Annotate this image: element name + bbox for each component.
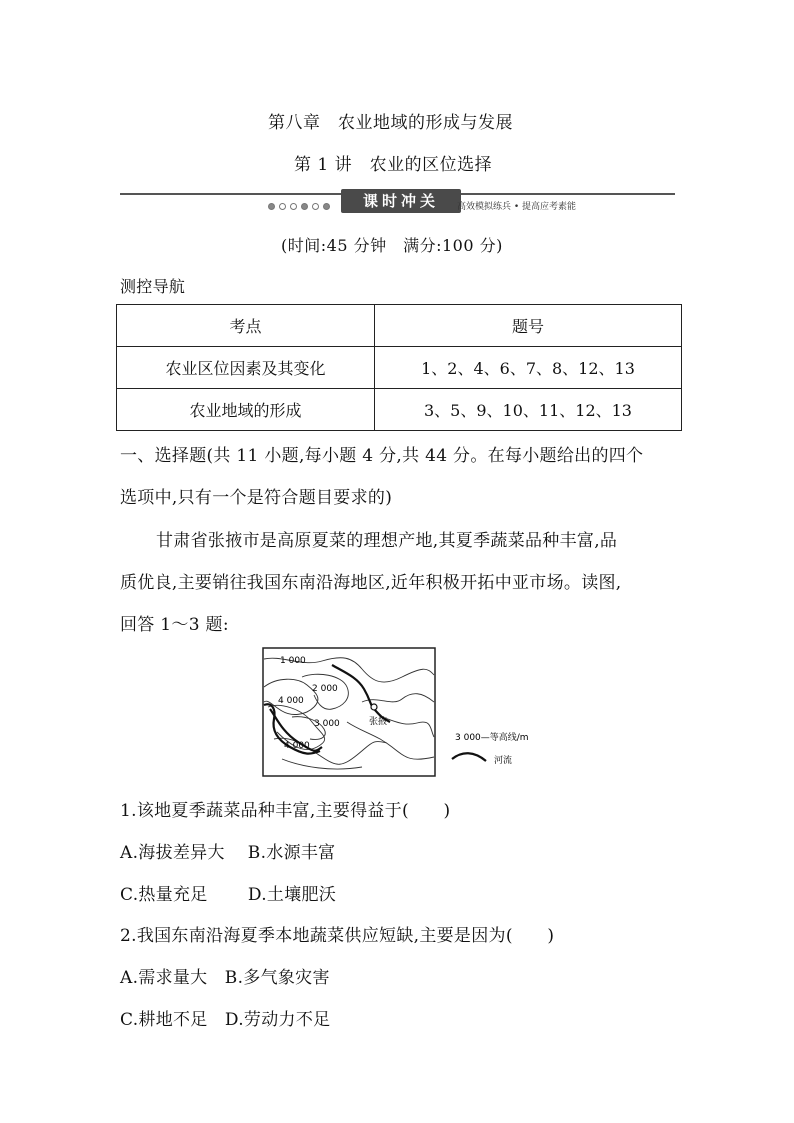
nav-heading: 测控导航 <box>120 277 186 296</box>
passage-line: 甘肃省张掖市是高原夏菜的理想产地,其夏季蔬菜品种丰富,品 <box>156 531 618 551</box>
lesson-title: 第 1 讲 农业的区位选择 <box>294 155 493 175</box>
question-options: A.海拔差异大 B.水源丰富 <box>120 843 336 863</box>
contour-label: 2 000 <box>312 684 338 694</box>
legend-river: 河流 <box>494 756 513 766</box>
contour-label: 4 000 <box>278 696 304 706</box>
table-cell: 3、5、9、10、11、12、13 <box>375 389 682 431</box>
city-marker <box>371 704 377 710</box>
chapter-title: 第八章 农业地域的形成与发展 <box>268 113 513 133</box>
legend-contour: 3 000—等高线/m <box>455 733 529 743</box>
contour-label: 4 000 <box>284 741 310 751</box>
question-stem: 2.我国东南沿海夏季本地蔬菜供应短缺,主要是因为( ) <box>120 926 555 946</box>
table-row <box>117 389 682 431</box>
banner-dot <box>301 203 308 210</box>
table-cell: 1、2、4、6、7、8、12、13 <box>375 347 682 389</box>
table-header-cell: 题号 <box>375 305 682 347</box>
time-info: (时间:45 分钟 满分:100 分) <box>281 236 503 255</box>
question-options: A.需求量大 B.多气象灾害 <box>120 968 330 988</box>
section-intro-line: 一、选择题(共 11 小题,每小题 4 分,共 44 分。在每小题给出的四个 <box>120 446 644 466</box>
banner-dot <box>268 203 275 210</box>
map-frame <box>263 648 435 776</box>
banner-subtitle: 高效模拟练兵 • 提高应考素能 <box>457 202 577 212</box>
contour-label: 1 000 <box>280 656 306 666</box>
question-stem: 1.该地夏季蔬菜品种丰富,主要得益于( ) <box>120 801 451 821</box>
table-header-cell: 考点 <box>117 305 375 347</box>
nav-table <box>116 304 682 431</box>
banner-label: 课时冲关 <box>341 189 461 213</box>
passage-line: 回答 1～3 题: <box>120 615 229 635</box>
banner-dot <box>312 203 319 210</box>
banner-dot <box>279 203 286 210</box>
section-intro-line: 选项中,只有一个是符合题目要求的) <box>120 488 393 508</box>
table-header-row <box>117 305 682 347</box>
question-options: C.耕地不足 D.劳动力不足 <box>120 1010 331 1030</box>
legend-river-symbol <box>452 753 486 761</box>
table-row <box>117 347 682 389</box>
contour-label: 3 000 <box>314 719 340 729</box>
city-label: 张掖 <box>369 717 388 727</box>
question-options: C.热量充足 D.土壤肥沃 <box>120 885 337 905</box>
banner-dot <box>323 203 330 210</box>
table-cell: 农业地域的形成 <box>117 389 375 431</box>
table-cell: 农业区位因素及其变化 <box>117 347 375 389</box>
contour-map <box>262 647 552 779</box>
passage-line: 质优良,主要销往我国东南沿海地区,近年积极开拓中亚市场。读图, <box>120 573 622 593</box>
banner-dot <box>290 203 297 210</box>
